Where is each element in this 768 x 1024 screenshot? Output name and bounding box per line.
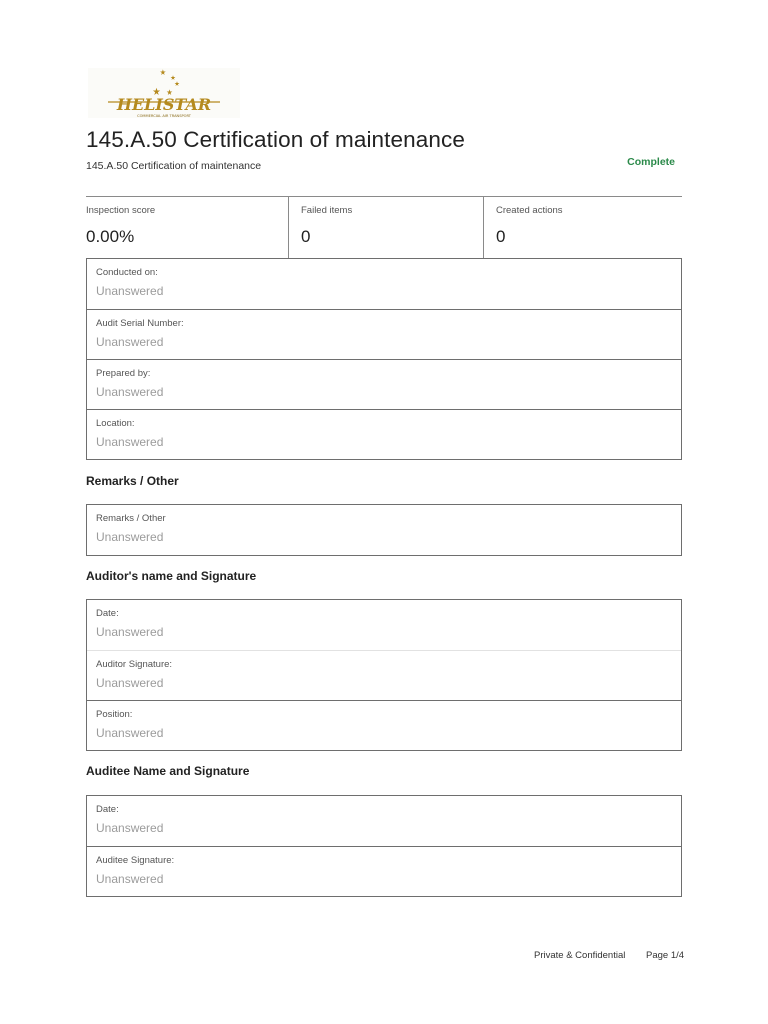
helistar-logo xyxy=(88,68,240,118)
section-title-auditee: Auditee Name and Signature xyxy=(86,764,250,778)
section-title-auditor: Auditor's name and Signature xyxy=(86,569,257,583)
stat-value: 0.00% xyxy=(86,227,135,246)
logo-tagline: COMMERCIAL AIR TRANSPORT xyxy=(137,114,191,118)
section-title-remarks: Remarks / Other xyxy=(86,474,179,488)
field-answer: Unanswered xyxy=(96,821,164,835)
field-audit-serial-number xyxy=(87,309,681,359)
field-label: Remarks / Other xyxy=(96,513,166,524)
field-label: Position: xyxy=(96,709,133,720)
stats-row xyxy=(86,197,682,259)
logo-wordmark: HELISTAR xyxy=(116,95,212,114)
field-auditee-signature xyxy=(87,846,681,896)
field-remarks xyxy=(87,505,681,555)
field-label: Date: xyxy=(96,804,119,815)
field-label: Auditee Signature: xyxy=(96,855,175,866)
field-location xyxy=(87,409,681,459)
field-label: Auditor Signature: xyxy=(96,659,173,670)
field-label: Date: xyxy=(96,608,119,619)
field-label: Prepared by: xyxy=(96,368,151,379)
stat-label: Failed items xyxy=(301,205,353,216)
field-answer: Unanswered xyxy=(96,385,164,399)
auditee-box xyxy=(86,795,682,897)
field-label: Conducted on: xyxy=(96,267,158,278)
page-title: 145.A.50 Certification of maintenance xyxy=(86,127,465,152)
page-subtitle: 145.A.50 Certification of maintenance xyxy=(86,160,262,172)
field-answer: Unanswered xyxy=(96,676,164,690)
auditor-box xyxy=(86,599,682,751)
field-answer: Unanswered xyxy=(96,872,164,886)
footer-page-number: Page 1/4 xyxy=(646,950,685,961)
field-answer: Unanswered xyxy=(96,284,164,298)
helistar-logo-graphic xyxy=(88,68,240,118)
stat-failed-items xyxy=(289,197,484,259)
field-answer: Unanswered xyxy=(96,726,164,740)
stat-label: Inspection score xyxy=(86,205,156,216)
field-auditor-signature xyxy=(87,650,681,700)
field-auditee-date xyxy=(87,796,681,846)
field-auditor-position xyxy=(87,700,681,750)
stat-value: 0 xyxy=(301,227,311,246)
remarks-box xyxy=(86,504,682,556)
field-conducted-on xyxy=(87,259,681,309)
stat-inspection-score xyxy=(86,197,289,259)
field-label: Audit Serial Number: xyxy=(96,318,184,329)
field-auditor-date xyxy=(87,600,681,650)
footer-confidential: Private & Confidential xyxy=(534,950,626,961)
field-answer: Unanswered xyxy=(96,625,164,639)
field-answer: Unanswered xyxy=(96,530,164,544)
field-label: Location: xyxy=(96,418,135,429)
stat-value: 0 xyxy=(496,227,506,246)
status-badge: Complete xyxy=(627,156,675,168)
field-answer: Unanswered xyxy=(96,435,164,449)
field-prepared-by xyxy=(87,359,681,409)
info-fields-box xyxy=(86,258,682,460)
field-answer: Unanswered xyxy=(96,335,164,349)
stat-created-actions xyxy=(484,197,682,259)
stat-label: Created actions xyxy=(496,205,563,216)
